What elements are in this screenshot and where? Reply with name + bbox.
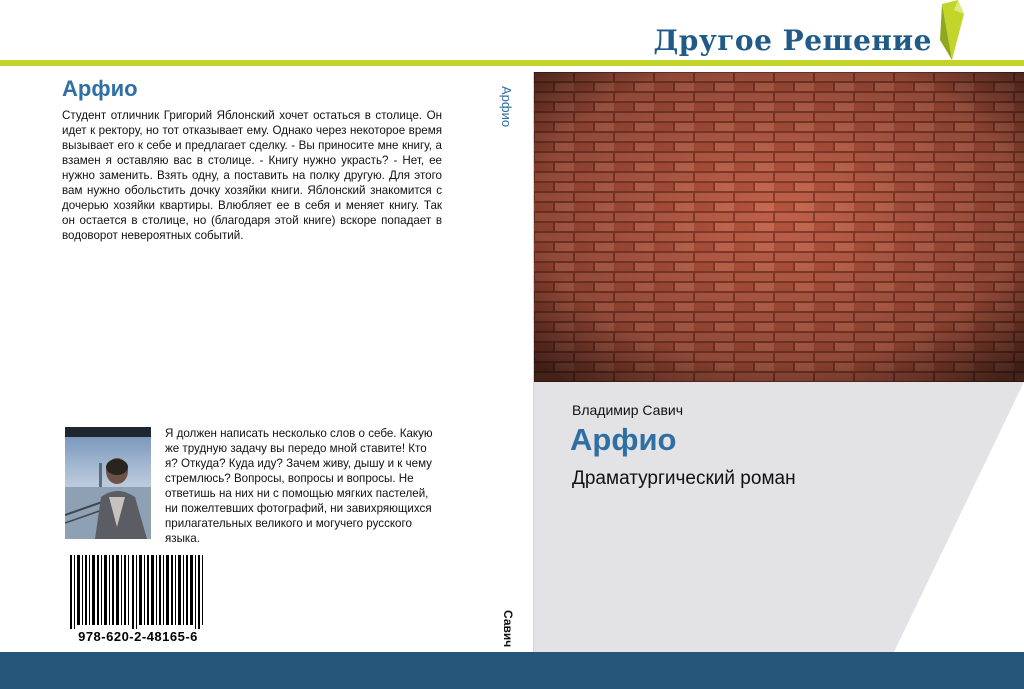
pencil-logo-icon: [932, 0, 966, 62]
front-cover-author: Владимир Савич: [572, 402, 684, 418]
brick-wall-image: [534, 72, 1024, 382]
back-cover-title: Арфио: [62, 76, 138, 101]
accent-line: [0, 60, 1024, 66]
barcode-bars: [66, 553, 210, 629]
front-cover-subtitle: Драматургический роман: [572, 468, 796, 489]
back-cover-blurb: Студент отличник Григорий Яблонский хочет остаться в столице. Он идет к ректору, но тот отказывает ему. Однако через некоторое время вызывает его к себе и предлагает сделку. - Вы приносите мне книгу, а взамен я оставляю вас в столице. - Книгу нужно украсть? - Нет, ее нужно заменить. Взять одну, а поставить на полку другую. Для этого вам нужно обольстить дочку хозяйки книги. Яблонский знакомится с дочерью хозяйки квартиры. Влюбляет ее в себя и меняет книгу. Так он остается в столице, но (благодаря этой книге) вскоре попадает в водоворот невероятных событий.: [62, 109, 442, 242]
publisher-name: Другое Решение: [653, 24, 932, 57]
isbn-number: 978-620-2-48165-6: [78, 629, 198, 644]
bottom-band: [0, 652, 1024, 689]
author-photo: [65, 427, 151, 539]
spine-background: [490, 72, 534, 652]
spine-author: Савич: [501, 610, 515, 648]
front-cover-title: Арфио: [570, 422, 677, 457]
barcode: [66, 553, 210, 645]
spine-title: Арфио: [499, 86, 514, 128]
author-bio: Я должен написать несколько слов о себе. Какую же трудную задачу вы передо мной ставите! Кто я? Откуда? Куда иду? Зачем живу, дышу и к чему стремлюсь? Вопросы, вопросы и вопросы. Не ответишь на них ни с помощью мягких пастелей, ни пожелтевших фотографий, ни завихряющихся прилагательных великого и могучего русского языка.: [165, 427, 433, 545]
